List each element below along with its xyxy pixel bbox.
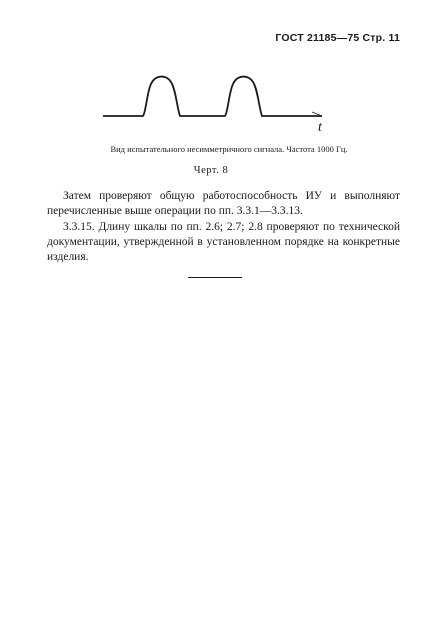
paragraph-2 <box>47 220 400 265</box>
paragraph-1-text: Затем проверяют общую работоспособность ИУ и выполняют перечисленные выше операции по пп. 3.3.1—3.3.13. <box>47 190 400 217</box>
signal-waveform-figure <box>0 0 422 140</box>
paragraph-2-text: 3.3.15. Длину шкалы по пп. 2.6; 2.7; 2.8 проверяют по технической документации, утвержденной в установленном порядке на конкретные изделия. <box>47 221 400 263</box>
time-axis-label: t <box>318 120 322 135</box>
figure-caption: Вид испытательного несимметричного сигнала. Частота 1000 Гц. <box>110 144 348 154</box>
page-header: ГОСТ 21185—75 Стр. 11 <box>275 32 400 44</box>
figure-label: Черт. 8 <box>193 165 229 176</box>
paragraph-1 <box>47 189 400 219</box>
section-divider <box>188 277 242 278</box>
signal-waveform <box>103 77 322 116</box>
